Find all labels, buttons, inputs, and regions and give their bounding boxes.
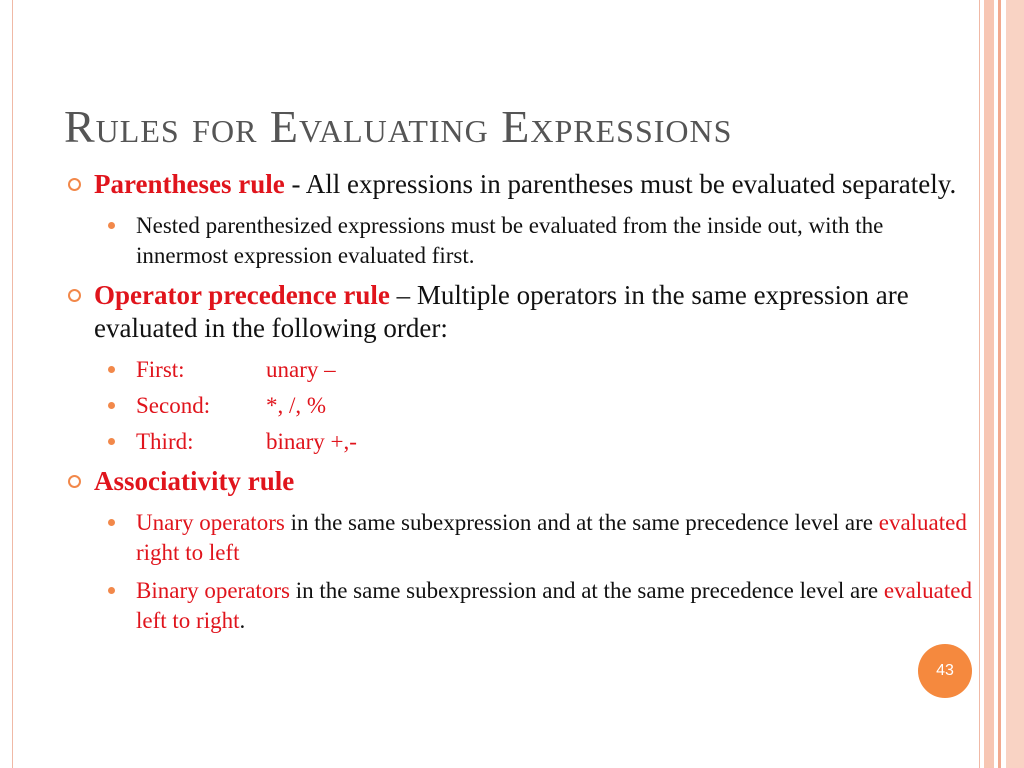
binary-middle: in the same subexpression and at the same precedence level are (289, 578, 884, 603)
order-label: Second: (136, 393, 211, 418)
dot-bullet-icon (108, 366, 115, 373)
circle-bullet-icon (68, 178, 81, 191)
slide-title: Rules for Evaluating Expressions (64, 101, 733, 152)
circle-bullet-icon (68, 289, 81, 302)
slide-content (64, 168, 972, 644)
dot-bullet-icon (108, 587, 115, 594)
decorative-stripe (984, 0, 994, 768)
order-value: *, /, % (266, 393, 327, 418)
order-value: unary – (266, 357, 336, 382)
binary-end: evaluated left to right (136, 578, 972, 633)
sub-bullet-text: Nested parenthesized expressions must be evaluated from the inside out, with the innermost expression evaluated first. (136, 213, 884, 268)
dot-bullet-icon (108, 402, 115, 409)
rule-name: Operator precedence rule (94, 280, 390, 310)
sub-bullet-binary (64, 576, 972, 636)
sub-bullet-unary (64, 508, 972, 568)
bullet-precedence-rule (64, 279, 972, 345)
rule-text: - All expressions in parentheses must be evaluated separately. (284, 169, 957, 199)
decorative-stripe (998, 0, 1001, 768)
order-label: Third: (136, 429, 194, 454)
sub-bullet-third (64, 427, 972, 457)
binary-tail: . (239, 608, 246, 633)
rule-text: – Multiple operators in the same expression are evaluated in the following order: (94, 280, 909, 343)
bullet-parentheses-rule (64, 168, 972, 201)
order-value: binary +,- (266, 429, 357, 454)
sub-bullet-nested (64, 211, 972, 271)
bullet-associativity-rule (64, 465, 972, 498)
order-label: First: (136, 357, 185, 382)
dot-bullet-icon (108, 222, 115, 229)
sub-bullet-second (64, 391, 972, 421)
binary-lead: Binary operators (136, 578, 290, 603)
rule-name: Parentheses rule (94, 169, 285, 199)
unary-lead: Unary operators (136, 510, 285, 535)
rule-name: Associativity rule (94, 466, 295, 496)
sub-bullet-first (64, 355, 972, 385)
decorative-stripe (1006, 0, 1024, 768)
unary-middle: in the same subexpression and at the same precedence level are (284, 510, 879, 535)
dot-bullet-icon (108, 438, 115, 445)
circle-bullet-icon (68, 475, 81, 488)
dot-bullet-icon (108, 519, 115, 526)
page-number-badge: 43 (918, 644, 972, 698)
unary-end: evaluated right to left (136, 510, 967, 565)
